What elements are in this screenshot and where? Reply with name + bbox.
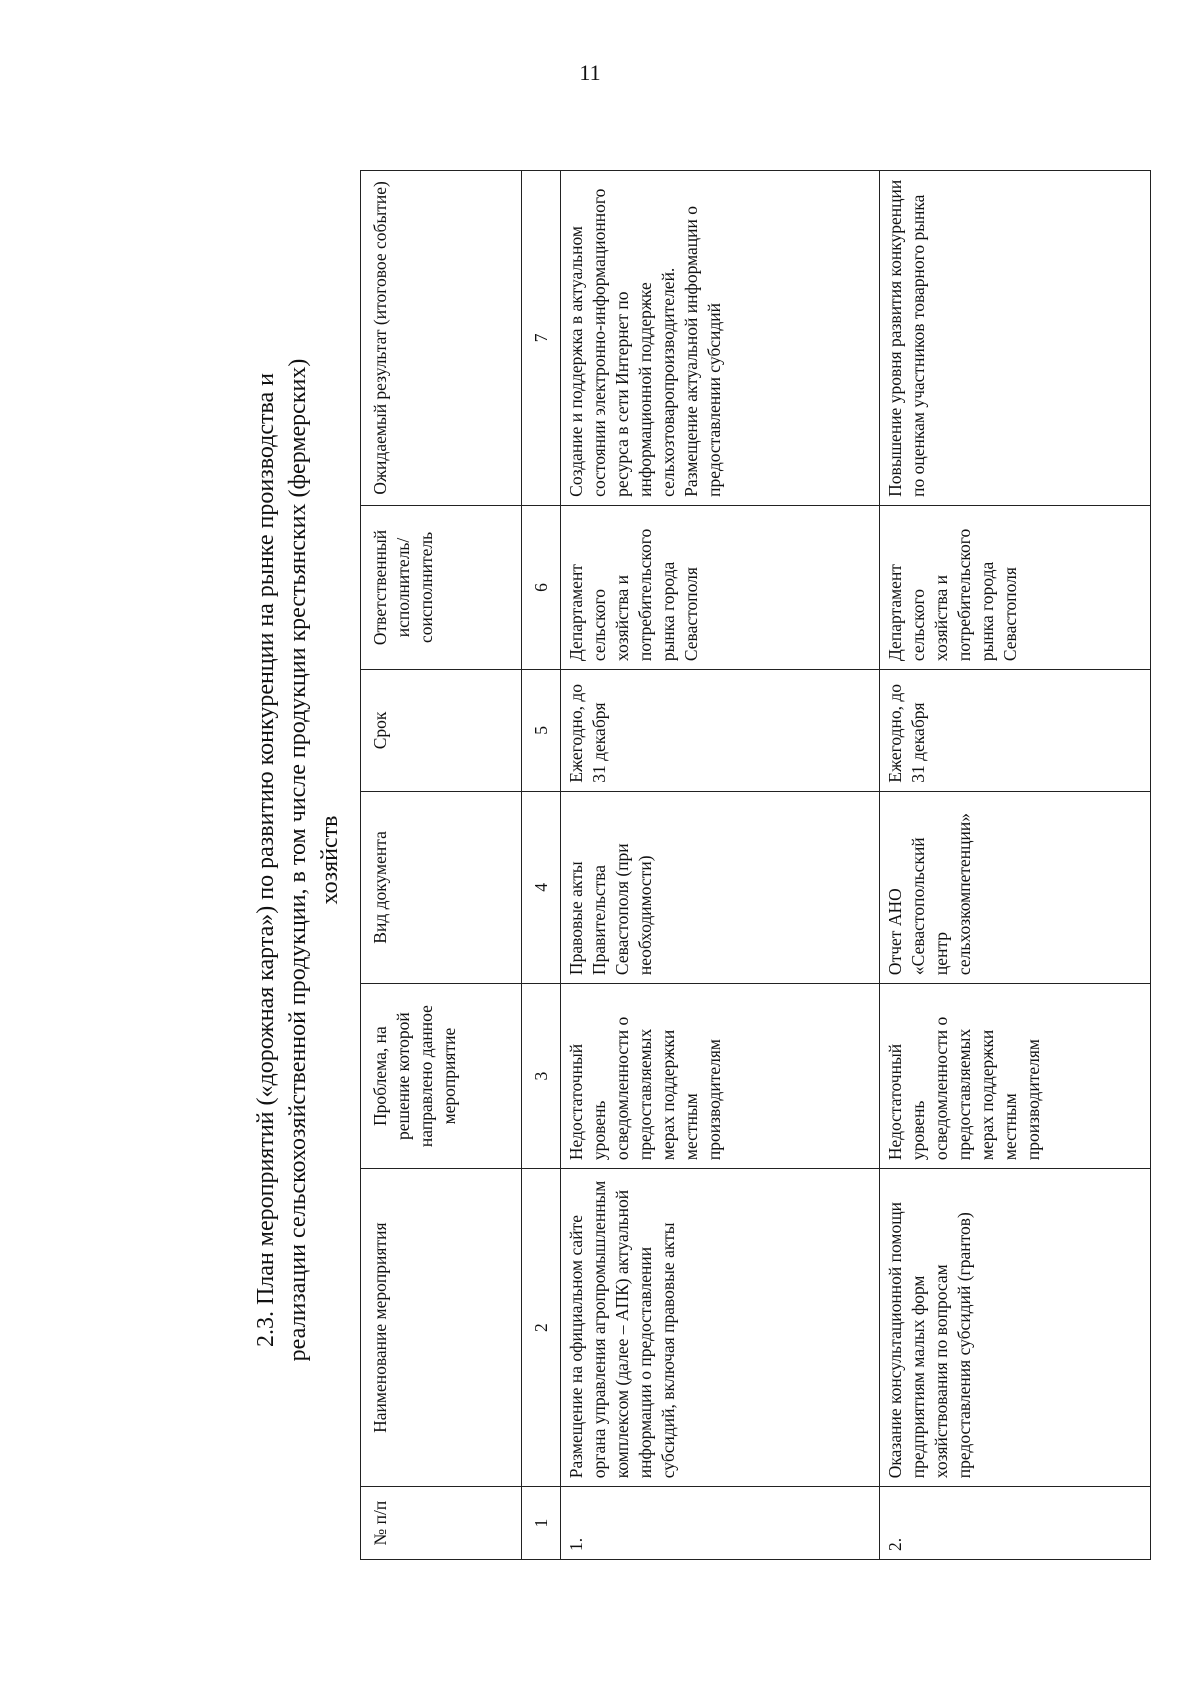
header-problem: Проблема, на решение которой направлено данное мероприятие bbox=[361, 984, 522, 1169]
row-num: 1. bbox=[561, 1487, 880, 1560]
page-number: 11 bbox=[579, 60, 601, 85]
column-number: 1 bbox=[522, 1487, 561, 1560]
header-name: Наименование мероприятия bbox=[361, 1169, 522, 1487]
row-problem: Недостаточный уровень осведомленности о предоставляемых мерах поддержки местным производителям bbox=[880, 984, 1151, 1169]
column-number: 2 bbox=[522, 1169, 561, 1487]
row-name: Размещение на официальном сайте органа управления агропромышленным комплексом (далее – АПК) актуальной информации о предоставлении субсидий, включая правовые акты bbox=[561, 1169, 880, 1487]
rotated-content bbox=[250, 150, 1090, 1570]
row-term: Ежегодно, до 31 декабря bbox=[880, 670, 1151, 792]
row-result: Создание и поддержка в актуальном состоянии электронно-информационного ресурса в сети Интернет по информационной поддержке сельхозтоваропроизводителей. Размещение актуальной информации о предоставлении субсидий bbox=[561, 171, 880, 506]
section-title bbox=[250, 150, 346, 1570]
table-row bbox=[880, 171, 1151, 1560]
table-header-row bbox=[361, 171, 522, 1560]
header-responsible: Ответственный исполнитель/ соисполнитель bbox=[361, 505, 522, 669]
row-name: Оказание консультационной помощи предприятиям малых форм хозяйствования по вопросам предоставления субсидий (грантов) bbox=[880, 1169, 1151, 1487]
title-line-3: хозяйств bbox=[317, 815, 343, 905]
column-number: 5 bbox=[522, 670, 561, 792]
column-number: 4 bbox=[522, 791, 561, 983]
row-responsible: Департамент сельского хозяйства и потребительского рынка города Севастополя bbox=[880, 505, 1151, 669]
row-responsible: Департамент сельского хозяйства и потребительского рынка города Севастополя bbox=[561, 505, 880, 669]
header-result: Ожидаемый результат (итоговое событие) bbox=[361, 171, 522, 506]
row-num: 2. bbox=[880, 1487, 1151, 1560]
column-number: 6 bbox=[522, 505, 561, 669]
header-term: Срок bbox=[361, 670, 522, 792]
header-num: № п/п bbox=[361, 1487, 522, 1560]
row-problem: Недостаточный уровень осведомленности о предоставляемых мерах поддержки местным производителям bbox=[561, 984, 880, 1169]
column-number: 3 bbox=[522, 984, 561, 1169]
column-number: 7 bbox=[522, 171, 561, 506]
title-line-2: реализации сельскохозяйственной продукции, в том числе продукции крестьянских (фермерских) bbox=[285, 358, 311, 1362]
row-doc: Отчет АНО «Севастопольский центр сельхозкомпетенции» bbox=[880, 791, 1151, 983]
title-line-1: 2.3. План мероприятий («дорожная карта») по развитию конкуренции на рынке производства и bbox=[253, 372, 279, 1348]
table-row bbox=[561, 171, 880, 1560]
roadmap-table bbox=[360, 170, 1151, 1560]
column-number-row bbox=[522, 171, 561, 1560]
row-result: Повышение уровня развития конкуренции по оценкам участников товарного рынка bbox=[880, 171, 1151, 506]
row-term: Ежегодно, до 31 декабря bbox=[561, 670, 880, 792]
row-doc: Правовые акты Правительства Севастополя (при необходимости) bbox=[561, 791, 880, 983]
header-doc: Вид документа bbox=[361, 791, 522, 983]
